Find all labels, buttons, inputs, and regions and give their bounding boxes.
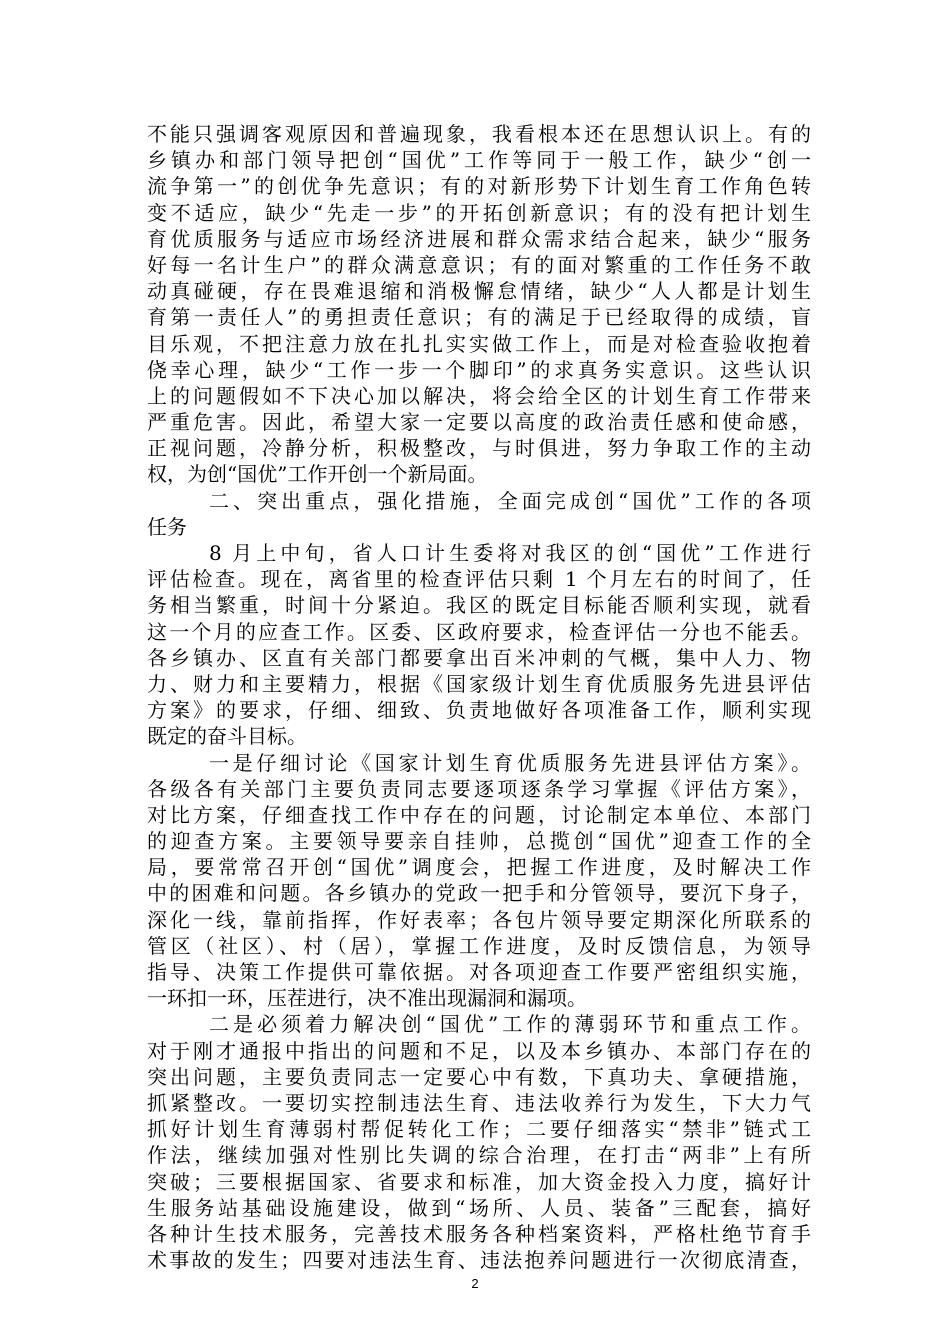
text-line: 育第一责任人”的勇担责任意识；有的满足于已经取得的成绩，盲: [147, 305, 811, 330]
text-line: 目乐观，不把注意力放在扎扎实实做工作上，而是对检查验收抱着: [147, 331, 811, 356]
text-line: 评估检查。现在，离省里的检查评估只剩 1 个月左右的时间了，任: [147, 567, 811, 592]
text-line: 管区（社区）、村（居），掌握工作进度，及时反馈信息，为领导: [147, 933, 811, 958]
text-line: 作法，继续加强对性别比失调的综合治理，在打击“两非”上有所: [147, 1143, 811, 1168]
text-line: 术事故的发生；四要对违法生育、违法抱养问题进行一次彻底清查，: [147, 1248, 811, 1273]
text-line: 既定的奋斗目标。: [147, 724, 307, 749]
text-line: 侥幸心理，缺少“工作一步一个脚印”的求真务实意识。这些认识: [147, 357, 811, 382]
text-line: 正视问题，冷静分析，积极整改，与时俱进，努力争取工作的主动: [147, 436, 811, 461]
text-line: 好每一名计生户”的群众满意意识；有的面对繁重的工作任务不敢: [147, 252, 811, 277]
text-line: 各级各有关部门主要负责同志要逐项逐条学习掌握《评估方案》，: [147, 776, 811, 801]
text-line: 力、财力和主要精力，根据《国家级计划生育优质服务先进县评估: [147, 671, 811, 696]
text-line: 动真碰硬，存在畏难退缩和消极懈怠情绪，缺少“人人都是计划生: [147, 279, 811, 304]
text-line: 抓紧整改。一要切实控制违法生育、违法收养行为发生，下大力气: [147, 1090, 811, 1115]
text-line: 突出问题，主要负责同志一定要心中有数，下真功夫、拿硬措施，: [147, 1064, 811, 1089]
text-line: 务相当繁重，时间十分紧迫。我区的既定目标能否顺利实现，就看: [147, 593, 811, 618]
text-line: 二、突出重点，强化措施，全面完成创“国优”工作的各项: [209, 488, 811, 513]
text-line: 中的困难和问题。各乡镇办的党政一把手和分管领导，要沉下身子，: [147, 881, 811, 906]
text-line: 对于刚才通报中指出的问题和不足，以及本乡镇办、本部门存在的: [147, 1038, 811, 1063]
text-line: 的迎查方案。主要领导要亲自挂帅，总揽创“国优”迎查工作的全: [147, 829, 811, 854]
text-line: 严重危害。因此，希望大家一定要以高度的政治责任感和使命感，: [147, 410, 811, 435]
text-line: 抓好计划生育薄弱村帮促转化工作；二要仔细落实“禁非”链式工: [147, 1117, 811, 1142]
text-line: 对比方案，仔细查找工作中存在的问题，讨论制定本单位、本部门: [147, 802, 811, 827]
text-line: 任务: [147, 514, 187, 539]
text-line: 方案》的要求，仔细、细致、负责地做好各项准备工作，顺利实现: [147, 698, 811, 723]
text-line: 这一个月的应查工作。区委、区政府要求，检查评估一分也不能丢。: [147, 619, 811, 644]
text-line: 二是必须着力解决创“国优”工作的薄弱环节和重点工作。: [209, 1012, 811, 1037]
text-line: 生服务站基础设施建设，做到“场所、人员、装备”三配套，搞好: [147, 1195, 811, 1220]
text-line: 流争第一”的创优争先意识；有的对新形势下计划生育工作角色转: [147, 174, 811, 199]
text-line: 突破；三要根据国家、省要求和标准，加大资金投入力度，搞好计: [147, 1169, 811, 1194]
text-line: 一是仔细讨论《国家计划生育优质服务先进县评估方案》。: [209, 750, 811, 775]
text-line: 变不适应，缺少“先走一步”的开拓创新意识；有的没有把计划生: [147, 200, 811, 225]
text-line: 权，为创“国优”工作开创一个新局面。: [147, 462, 488, 487]
text-line: 各乡镇办、区直有关部门都要拿出百米冲刺的气概，集中人力、物: [147, 645, 811, 670]
text-line: 深化一线，靠前指挥，作好表率；各包片领导要定期深化所联系的: [147, 907, 811, 932]
text-line: 各种计生技术服务，完善技术服务各种档案资料，严格杜绝节育手: [147, 1221, 811, 1246]
text-line: 上的问题假如不下决心加以解决，将会给全区的计划生育工作带来: [147, 383, 811, 408]
page-number: 2: [471, 1276, 479, 1291]
text-line: 8 月上中旬，省人口计生委将对我区的创“国优”工作进行: [209, 541, 811, 565]
text-line: 一环扣一环，压茬进行，决不准出现漏洞和漏项。: [147, 986, 587, 1011]
text-line: 乡镇办和部门领导把创“国优”工作等同于一般工作，缺少“创一: [147, 148, 811, 173]
text-line: 局，要常常召开创“国优”调度会，把握工作进度，及时解决工作: [147, 855, 811, 880]
body-text: [147, 121, 811, 1273]
text-line: 不能只强调客观原因和普遍现象，我看根本还在思想认识上。有的: [147, 122, 811, 146]
text-line: 育优质服务与适应市场经济进展和群众需求结合起来，缺少“服务: [147, 226, 811, 251]
text-line: 指导、决策工作提供可靠依据。对各项迎查工作要严密组织实施，: [147, 960, 811, 984]
